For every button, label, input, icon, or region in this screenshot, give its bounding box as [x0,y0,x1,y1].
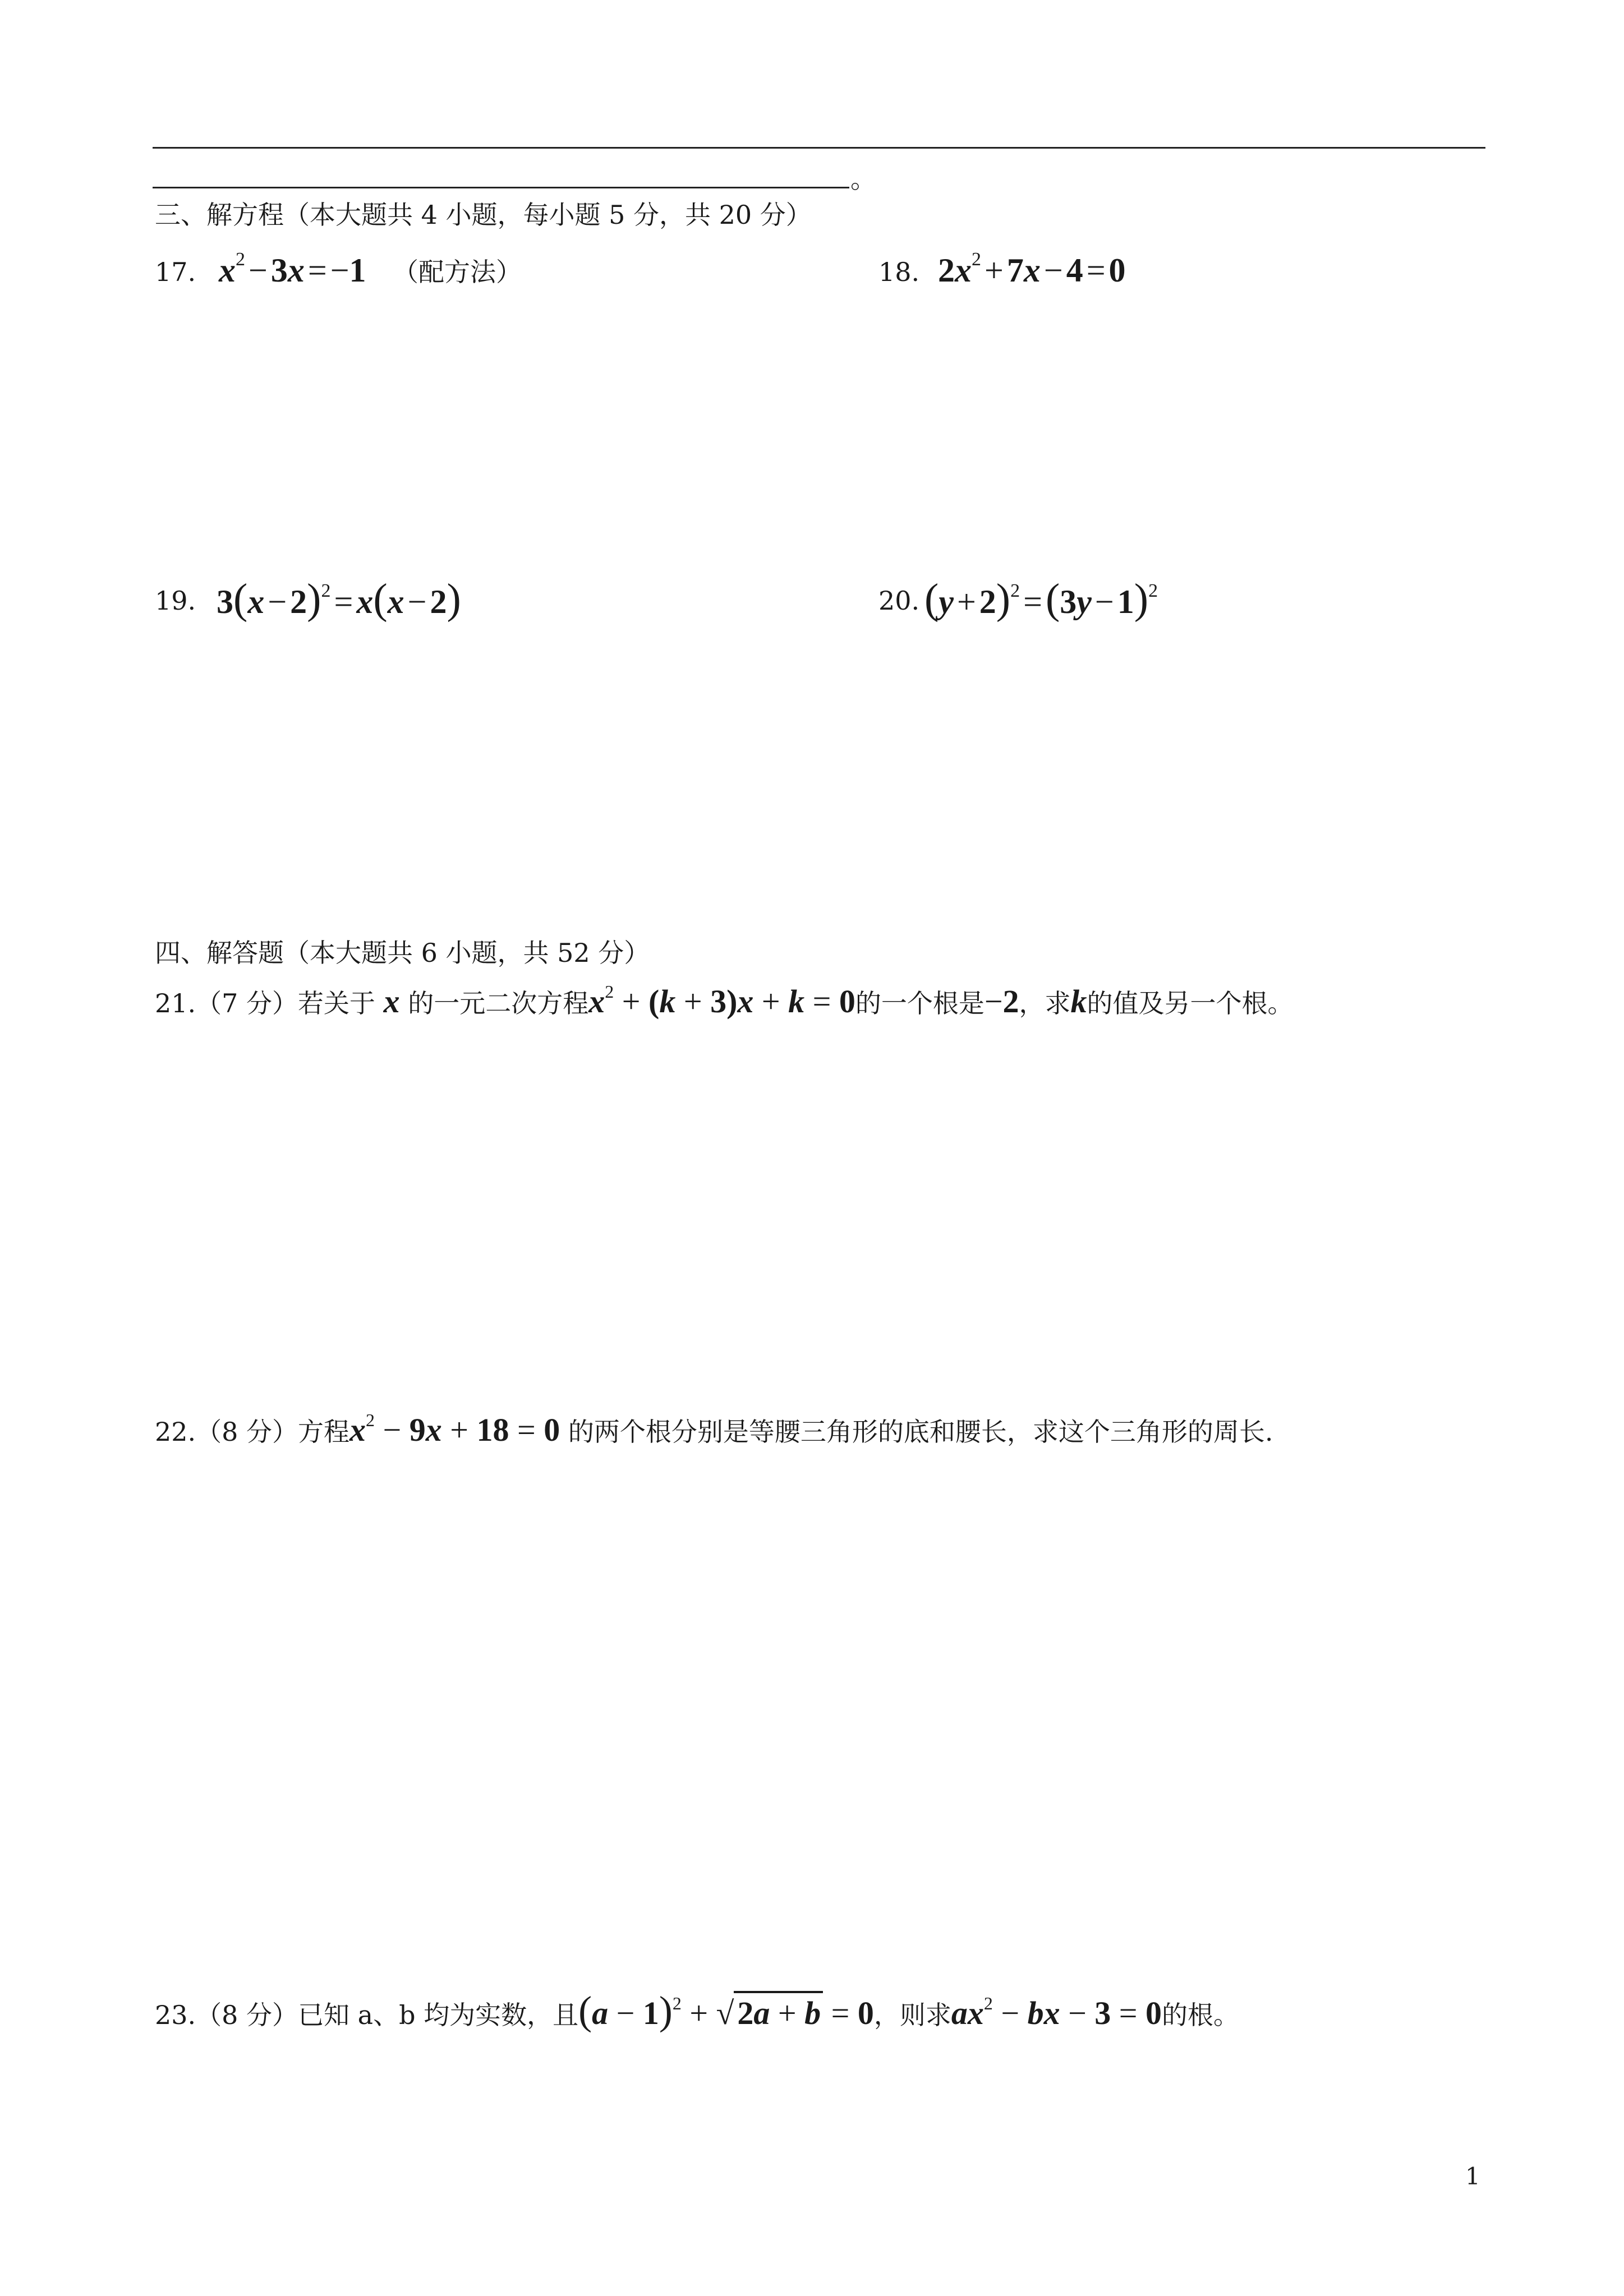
problem-19-number: 19. [155,585,196,616]
section4-heading: 四、解答题（本大题共 6 小题，共 52 分） [155,938,650,968]
problem-23-condition: $(a - 1)^2$ + √ 2a + b = 0 [578,1988,874,2033]
answer-blank-period: 。 [850,164,876,194]
problem-21-text-3: 的一个根是 [855,988,984,1018]
problem-22-text-2: 的两个根分别是等腰三角形的底和腰长，求这个三角形的周长. [568,1417,1273,1447]
header-rule [153,147,1485,149]
problem-22-equation: $x^2 - 9x + 18 = 0$ [349,1409,560,1448]
problem-23-text-2: ，则求 [873,2000,951,2030]
problem-23 [155,1988,1239,2034]
problem-21-root-value: −2 [984,983,1019,1020]
problem-19-equation: $3(x - 2)^2 = x(x - 2)$ [217,575,461,623]
problem-21-text-1: 若关于 [298,988,376,1018]
problem-21 [155,983,1294,1020]
problem-22-number: 22. [155,1417,196,1447]
problem-22 [155,1411,1273,1449]
problem-18-number: 18. [878,257,920,287]
page-number: 1 [1465,2163,1480,2190]
problem-23-text-3: 的根。 [1162,2000,1239,2030]
problem-20-equation: $(y + 2)^2 =(3y - 1)^2$ [924,575,1158,623]
problem-20-number: 20. [878,585,920,616]
problem-21-var-x: x [383,983,400,1020]
problem-23-points: （8 分） [196,2000,298,2030]
problem-23-equation: $ax^2$ − bx − 3 = 0 [951,1993,1162,2031]
problem-22-points: （8 分） [196,1417,298,1447]
problem-21-var-k: k [1070,983,1087,1020]
problem-21-points: （7 分） [196,988,298,1018]
problem-21-text-5: 的值及另一个根。 [1087,988,1294,1018]
problem-23-number: 23. [155,2000,196,2030]
section3-heading: 三、解方程（本大题共 4 小题，每小题 5 分，共 20 分） [155,200,812,230]
problem-23-text-1: 已知 a、b 均为实数，且 [298,2000,579,2030]
problem-22-text-1: 方程 [298,1417,350,1447]
problem-21-number: 21. [155,988,196,1018]
problem-18-equation: $2x^2 + 7x - 4 = 0$ [938,249,1126,289]
problem-17-number: 17. [155,257,196,287]
problem-21-text-4: ，求 [1019,988,1071,1018]
problem-21-text-2: 的一元二次方程 [408,988,589,1018]
problem-17-equation: $x^2 - 3x = -1$ [219,249,366,289]
problem-21-equation: $x^2 + (k + 3)x + k = 0$ [588,981,855,1020]
problem-17-method-note: （配方法） [393,257,522,287]
answer-blank-line [153,187,849,188]
